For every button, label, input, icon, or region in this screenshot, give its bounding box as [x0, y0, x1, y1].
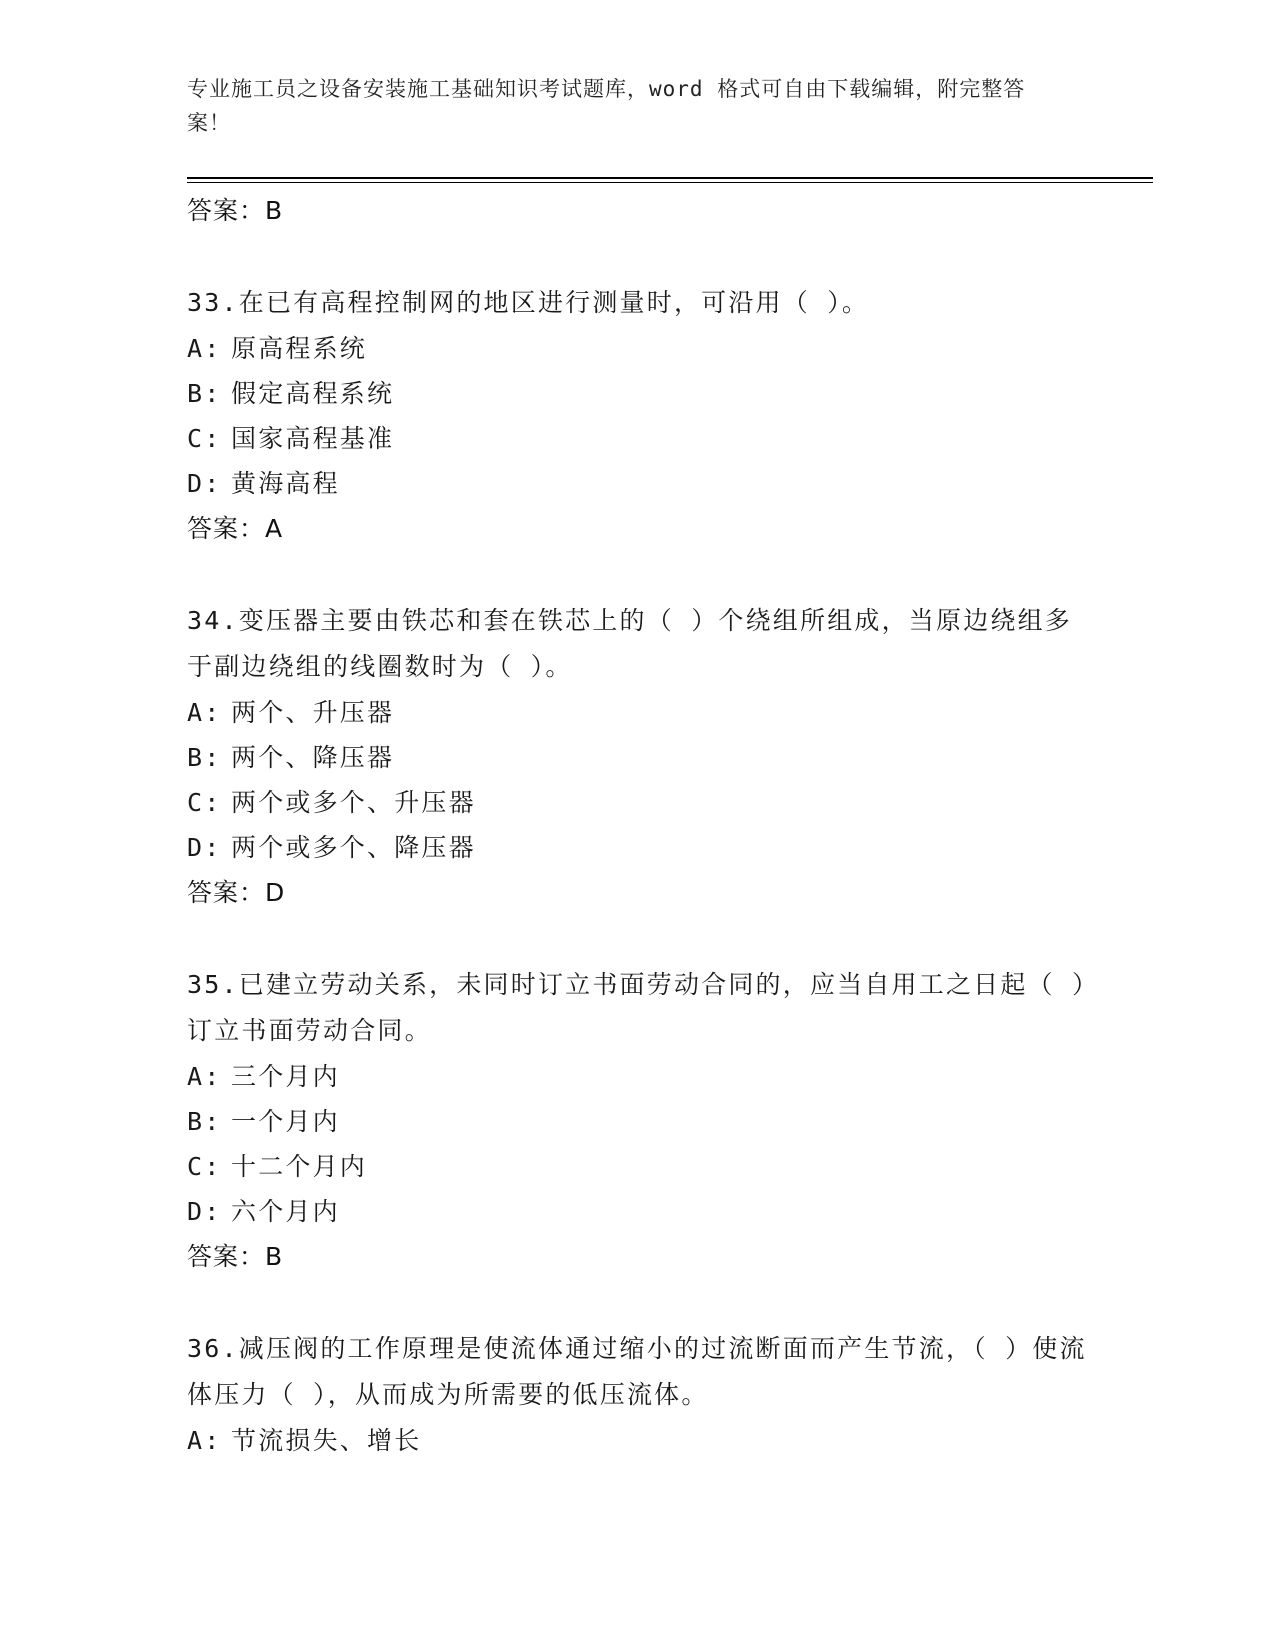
header-divider-thick [187, 177, 1153, 179]
option-a [187, 326, 1087, 371]
option-d [187, 1189, 1087, 1234]
option-text: 黄海高程 [231, 469, 340, 498]
answer-line: 答案：B [187, 196, 284, 225]
option-key: C: [187, 1152, 222, 1181]
option-c [187, 780, 1087, 825]
option-text: 假定高程系统 [231, 379, 395, 408]
question-text: 36.减压阀的工作原理是使流体通过缩小的过流断面而产生节流，（ ）使流体压力（ ），从而成为所需要的低压流体。 [187, 1334, 1087, 1409]
option-text: 一个月内 [231, 1107, 340, 1136]
option-b [187, 371, 1087, 416]
document-header: 专业施工员之设备安装施工基础知识考试题库，word 格式可自由下载编辑，附完整答案！ [187, 77, 1026, 135]
option-key: D: [187, 1197, 222, 1226]
spacer [187, 234, 1087, 280]
option-key: B: [187, 743, 222, 772]
spacer [187, 552, 1087, 598]
option-key: A: [187, 334, 222, 363]
option-key: D: [187, 833, 222, 862]
option-text: 国家高程基准 [231, 424, 395, 453]
option-text: 两个、降压器 [231, 743, 395, 772]
answer-line: 答案：D [187, 878, 286, 907]
question-list [187, 188, 1087, 1463]
option-text: 节流损失、增长 [231, 1426, 422, 1455]
option-key: C: [187, 424, 222, 453]
spacer [187, 1280, 1087, 1326]
option-a [187, 1418, 1087, 1463]
answer-line: 答案：A [187, 514, 284, 543]
header-divider-thin [187, 182, 1153, 183]
option-key: C: [187, 788, 222, 817]
option-key: A: [187, 1426, 222, 1455]
option-key: D: [187, 469, 222, 498]
option-a [187, 690, 1087, 735]
option-c [187, 1144, 1087, 1189]
question-text: 35.已建立劳动关系，未同时订立书面劳动合同的，应当自用工之日起（ ）订立书面劳动合同。 [187, 970, 1087, 1045]
option-b [187, 1099, 1087, 1144]
option-text: 原高程系统 [231, 334, 368, 363]
option-a [187, 1054, 1087, 1099]
option-d [187, 825, 1087, 870]
option-text: 两个、升压器 [231, 698, 395, 727]
option-c [187, 416, 1087, 461]
question-text: 34.变压器主要由铁芯和套在铁芯上的（ ）个绕组所组成，当原边绕组多于副边绕组的线圈数时为（ ）。 [187, 606, 1073, 681]
option-b [187, 735, 1087, 780]
option-text: 两个或多个、降压器 [231, 833, 476, 862]
option-key: B: [187, 379, 222, 408]
spacer [187, 916, 1087, 962]
answer-line: 答案：B [187, 1242, 284, 1271]
question-text: 33.在已有高程控制网的地区进行测量时，可沿用（ ）。 [187, 288, 870, 317]
option-d [187, 461, 1087, 506]
option-text: 十二个月内 [231, 1152, 368, 1181]
option-key: B: [187, 1107, 222, 1136]
option-key: A: [187, 1062, 222, 1091]
option-text: 三个月内 [231, 1062, 340, 1091]
option-text: 两个或多个、升压器 [231, 788, 476, 817]
option-text: 六个月内 [231, 1197, 340, 1226]
option-key: A: [187, 698, 222, 727]
